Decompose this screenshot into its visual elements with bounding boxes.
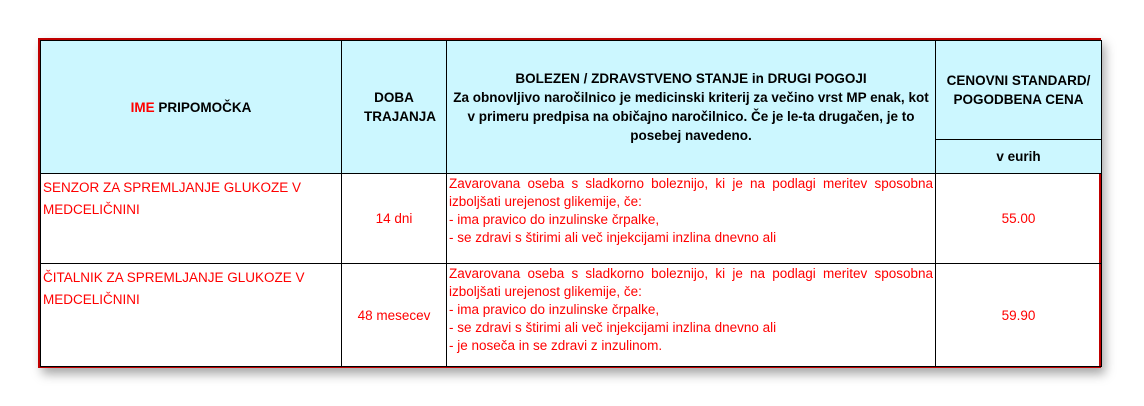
header-condition: [447, 41, 936, 174]
row-price: 59.90: [936, 264, 1102, 367]
header-price: CENOVNI STANDARD/ POGODBENA CENA: [936, 41, 1102, 140]
row-duration: 14 dni: [342, 174, 447, 264]
header-condition-note: Za obnovljivo naročilnico je medicinski kriterij za večino vrst MP enak, kot v primeru predpisa na običajno naročilnico. Če je le-ta drugačen, je to posebej navedeno.: [453, 90, 929, 143]
condition-item: - se zdravi s štirimi ali več injekcijami inzlina dnevno ali: [449, 320, 777, 335]
medical-device-table: [40, 40, 1102, 367]
pricing-table-frame: [38, 38, 1101, 368]
row-name: ČITALNIK ZA SPREMLJANJE GLUKOZE V MEDCELIČNINI: [41, 264, 342, 367]
header-condition-title: BOLEZEN / ZDRAVSTVENO STANJE in DRUGI POGOJI: [515, 71, 867, 86]
header-name: [41, 41, 342, 174]
table-row: [41, 174, 1102, 264]
condition-item: - je noseča in se zdravi z inzulinom.: [449, 338, 663, 353]
row-condition: [447, 264, 936, 367]
row-name: SENZOR ZA SPREMLJANJE GLUKOZE V MEDCELIČNINI: [41, 174, 342, 264]
header-name-ime: IME: [130, 99, 155, 115]
row-price: 55.00: [936, 174, 1102, 264]
condition-item: - se zdravi s štirimi ali več injekcijami inzlina dnevno ali: [449, 230, 777, 245]
row-duration: 48 mesecev: [342, 264, 447, 367]
header-row: [41, 41, 1102, 140]
row-condition: [447, 174, 936, 264]
condition-intro: Zavarovana oseba s sladkorno boleznijo, ki je na podlagi meritev sposobna izboljšati urejenost glikemije, če:: [449, 176, 933, 209]
condition-intro: Zavarovana oseba s sladkorno boleznijo, ki je na podlagi meritev sposobna izboljšati urejenost glikemije, če:: [449, 266, 933, 299]
condition-item: - ima pravico do inzulinske črpalke,: [449, 302, 660, 317]
table-row: [41, 264, 1102, 367]
header-name-rest: PRIPOMOČKA: [154, 99, 252, 115]
header-price-unit: v eurih: [936, 140, 1102, 174]
header-duration: DOBA TRAJANJA: [342, 41, 447, 174]
condition-item: - ima pravico do inzulinske črpalke,: [449, 212, 660, 227]
